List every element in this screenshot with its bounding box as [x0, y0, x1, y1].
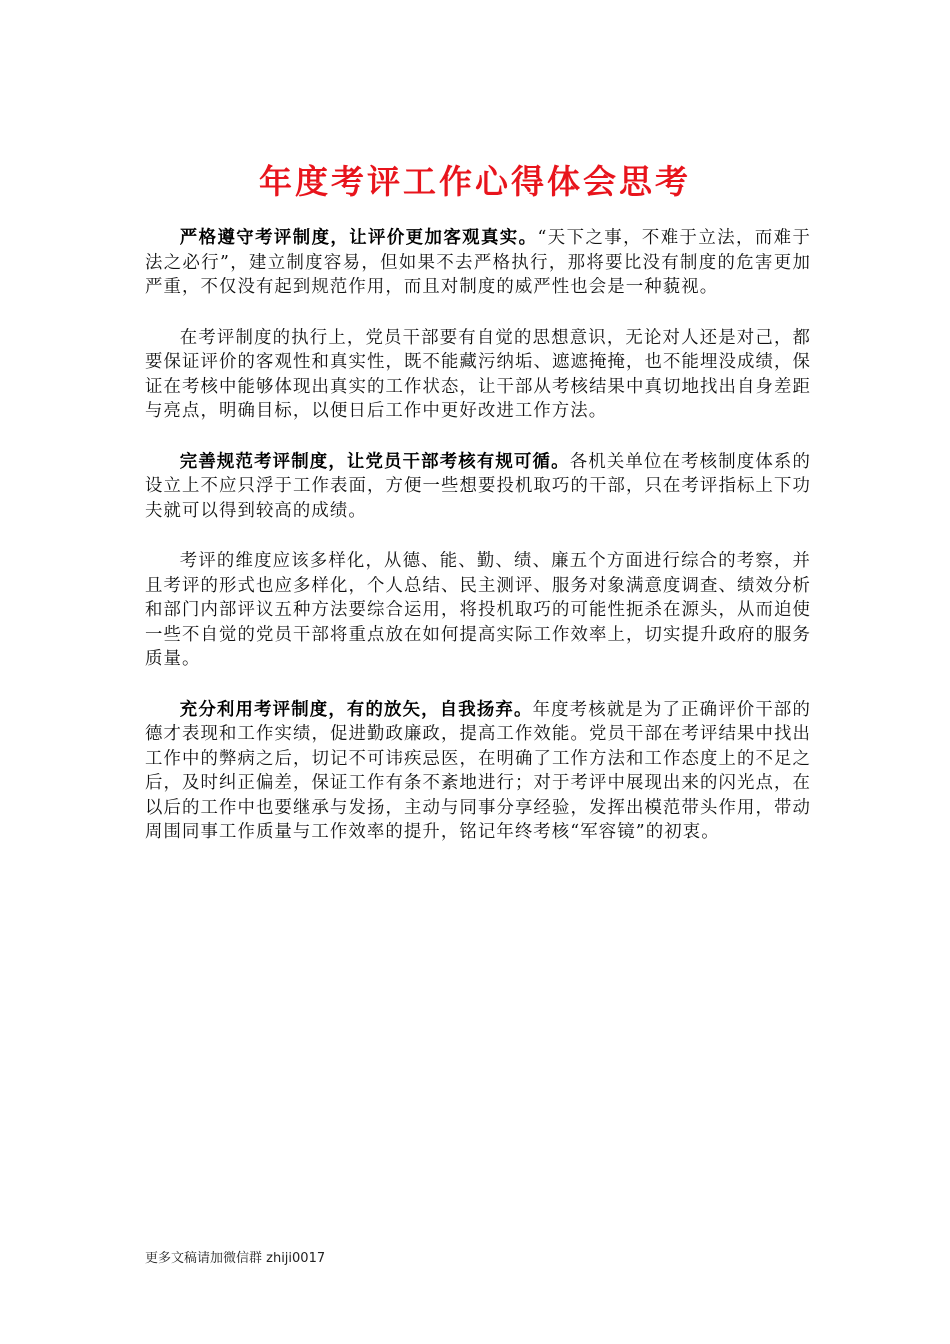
paragraph-text: 各机关单位在考核制度体系的设立上不应只浮于工作表面，方便一些想要投机取巧的干部，只在考评指标上下功夫就可以得到较高的成绩。: [145, 451, 811, 521]
paragraph-lead: 严格遵守考评制度，让评价更加客观真实。: [179, 228, 538, 248]
paragraph-1: [145, 226, 811, 300]
paragraph-lead: 充分利用考评制度，有的放矢，自我扬弃。: [179, 699, 533, 720]
paragraph-text: 在考评制度的执行上，党员干部要有自觉的思想意识，无论对人还是对己，都要保证评价的客观性和真实性，既不能藏污纳垢、遮遮掩掩，也不能埋没成绩，保证在考核中能够体现出真实的工作状态，让干部从考核结果中真切地找出自身差距与亮点，明确目标，以便日后工作中更好改进工作方法。: [145, 327, 811, 421]
paragraph-4: [145, 549, 811, 672]
paragraph-text: 考评的维度应该多样化，从德、能、勤、绩、廉五个方面进行综合的考察，并且考评的形式也应多样化，个人总结、民主测评、服务对象满意度调查、绩效分析和部门内部评议五种方法要综合运用，将投机取巧的可能性扼杀在源头，从而迫使一些不自觉的党员干部将重点放在如何提高实际工作效率上，切实提升政府的服务质量。: [145, 551, 811, 669]
footer-note: 更多文稿请加微信群 zhiji0017: [145, 1251, 326, 1266]
paragraph-text: 年度考核就是为了正确评价干部的德才表现和工作实绩，促进勤政廉政，提高工作效能。党员干部在考评结果中找出工作中的弊病之后，切记不可讳疾忌医，在明确了工作方法和工作态度上的不足之后，及时纠正偏差，保证工作有条不紊地进行；对于考评中展现出来的闪光点，在以后的工作中也要继承与发扬，主动与同事分享经验，发挥出模范带头作用，带动周围同事工作质量与工作效率的提升，铭记年终考核“军容镜”的初衷。: [145, 699, 811, 842]
document-title: 年度考评工作心得体会思考: [259, 162, 691, 201]
paragraph-2: [145, 326, 811, 424]
paragraph-5: [145, 698, 811, 845]
paragraph-text: “天下之事，不难于立法，而难于法之必行”，建立制度容易，但如果不去严格执行，那将要比没有制度的危害更加严重，不仅没有起到规范作用，而且对制度的威严性也会是一种藐视。: [145, 228, 811, 297]
document-body: [145, 226, 811, 871]
paragraph-lead: 完善规范考评制度，让党员干部考核有规可循。: [179, 451, 570, 472]
paragraph-3: [145, 450, 811, 524]
